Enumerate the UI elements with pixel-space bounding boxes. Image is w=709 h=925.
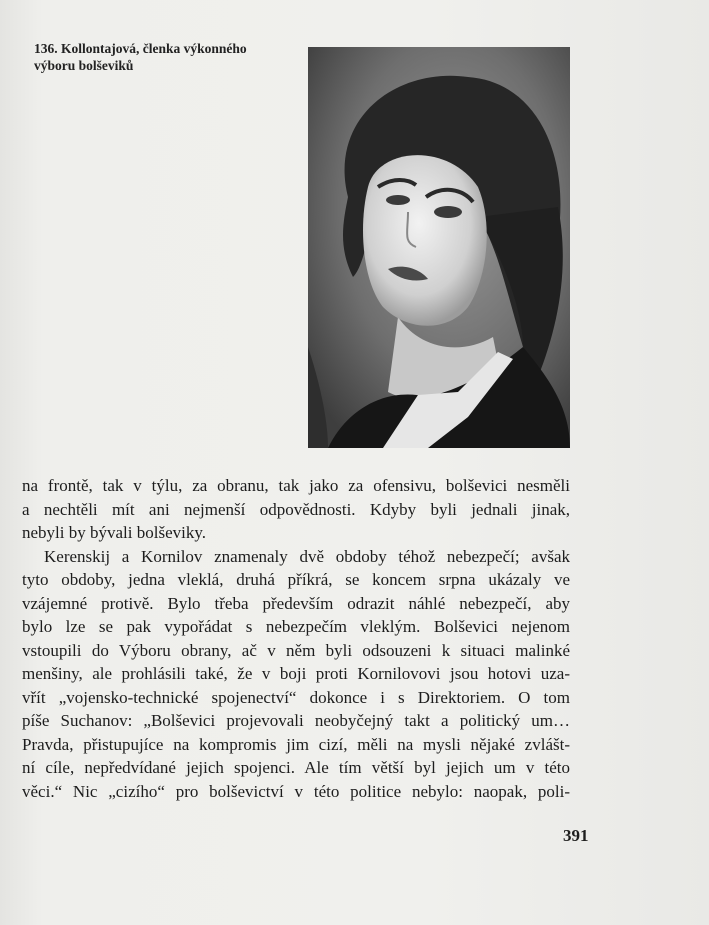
- text-line: nebyli by bývali bolševiky.: [22, 523, 206, 542]
- photo-caption: [34, 40, 304, 74]
- portrait-photo: [308, 47, 570, 448]
- caption-line-2: výboru bolševiků: [34, 58, 134, 73]
- text-line: ní cíle, nepředvídané jejich spojenci. Ale tím větší byl jejich um v této: [22, 758, 570, 777]
- body-text: [22, 474, 570, 803]
- text-line: a nechtěli mít ani nejmenší odpovědnosti. Kdyby byli jednali jinak,: [22, 499, 570, 519]
- text-line: věci.“ Nic „cizího“ pro bolševictví v této politice nebylo: naopak, poli-: [22, 781, 570, 801]
- text-line: tyto obdoby, jedna vleklá, druhá příkrá, se koncem srpna ukázaly ve: [22, 570, 570, 589]
- text-line: bylo lze se pak vypořádat s nebezpečím vleklým. Bolševici nejenom: [22, 617, 570, 636]
- page-number: 391: [563, 826, 589, 845]
- portrait-photo-icon: [308, 47, 570, 448]
- caption-line-1: 136. Kollontajová, členka výkonného: [34, 41, 247, 56]
- text-line: Pravda, přistupujíce na kompromis jim cizí, měli na mysli nějaké zvlášt-: [22, 734, 570, 754]
- text-line: vřít „vojensko-technické spojenectví“ dokonce i s Direktoriem. O tom: [22, 687, 570, 707]
- text-line: vstoupili do Výboru obrany, ač v něm byli odsouzeni k situaci malinké: [22, 640, 570, 660]
- text-line: píše Suchanov: „Bolševici projevovali neobyčejný takt a politický um…: [22, 711, 570, 730]
- text-line: na frontě, tak v týlu, za obranu, tak jako za ofensivu, bolševici nesměli: [22, 476, 570, 495]
- text-line: vzájemné protivě. Bylo třeba především odrazit náhlé nebezpečí, aby: [22, 593, 570, 613]
- text-line: Kerenskij a Kornilov znamenaly dvě obdoby téhož nebezpečí; avšak: [44, 546, 570, 566]
- text-line: menšiny, ale prohlásili také, že v boji proti Kornilovovi jsou hotovi uza-: [22, 664, 570, 683]
